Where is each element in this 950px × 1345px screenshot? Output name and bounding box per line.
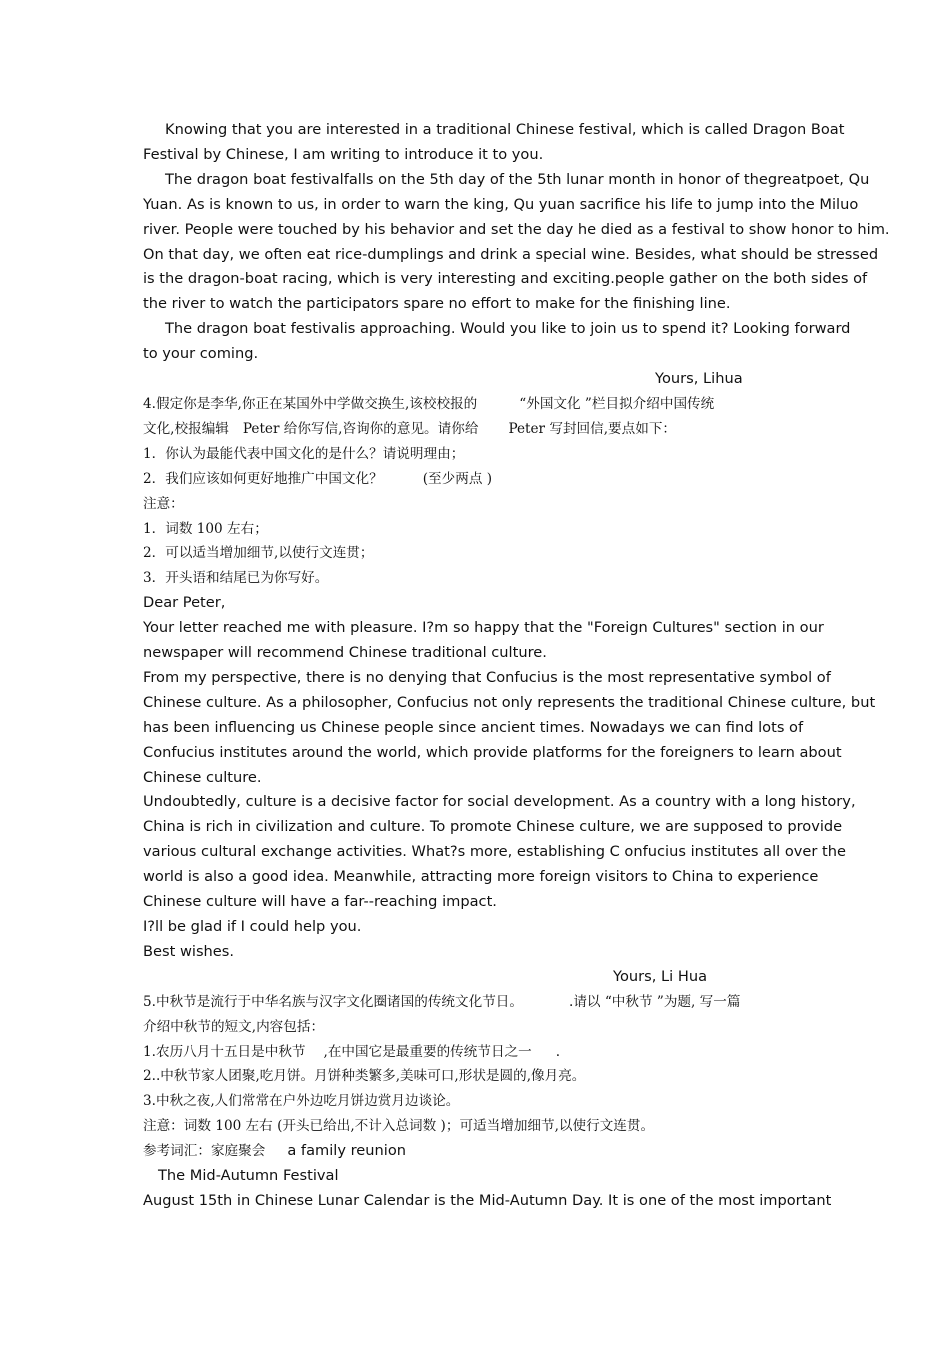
letter-line: has been influencing us Chinese people since ancient times. Nowadays we can find lots of bbox=[143, 718, 804, 736]
task-point: 3.中秋之夜,人们常常在户外边吃月饼边赏月边谈论。 bbox=[143, 1093, 460, 1110]
letter-line: I?ll be glad if I could help you. bbox=[143, 918, 362, 935]
signature: Yours, Li Hua bbox=[613, 967, 708, 985]
prompt-text: 文化,校报编辑 bbox=[143, 420, 229, 437]
essay-dragon-boat bbox=[143, 118, 913, 392]
letter-line: From my perspective, there is no denying that Confucius is the most representative symbol of bbox=[143, 668, 831, 686]
prompt-text: .请以 “中秋节 ”为题, 写一篇 bbox=[569, 993, 741, 1010]
letter-line: various cultural exchange activities. What?s more, establishing C onfucius institutes all over the bbox=[143, 843, 846, 861]
task-5 bbox=[143, 990, 913, 1214]
prompt-text: 4.假定你是李华,你正在某国外中学做交换生,该校校报的 bbox=[143, 395, 478, 412]
paragraph-line: is the dragon-boat racing, which is very interesting and exciting.people gather on the both sides of bbox=[143, 270, 868, 288]
note-item: 注意：词数 100 左右 (开头已给出,不计入总词数 )；可适当增加细节,以使行文连贯。 bbox=[143, 1118, 655, 1135]
note-item: 1．词数 100 左右； bbox=[143, 520, 268, 537]
paragraph-line: Festival by Chinese, I am writing to introduce it to you. bbox=[143, 145, 544, 163]
task-point bbox=[143, 1040, 913, 1065]
prompt-text: Peter 写封回信,要点如下： bbox=[508, 420, 677, 437]
document-page bbox=[143, 118, 913, 1214]
letter-line: Chinese culture. As a philosopher, Confucius not only represents the traditional Chinese culture, but bbox=[143, 693, 876, 711]
paragraph-line: On that day, we often eat rice-dumplings and drink a special wine. Besides, what should be stressed bbox=[143, 245, 879, 263]
task-point bbox=[143, 467, 913, 492]
letter-line: Dear Peter, bbox=[143, 594, 226, 612]
task-prompt-line bbox=[143, 990, 913, 1015]
prompt-text: ,在中国它是最重要的传统节日之一 bbox=[323, 1043, 532, 1060]
note-item: 3．开头语和结尾已为你写好。 bbox=[143, 570, 329, 587]
task-point: 2..中秋节家人团聚,吃月饼。月饼种类繁多,美味可口,形状是圆的,像月亮。 bbox=[143, 1068, 586, 1085]
paragraph-line: to your coming. bbox=[143, 345, 259, 363]
vocab-line bbox=[143, 1139, 913, 1164]
paragraph-line: Knowing that you are interested in a traditional Chinese festival, which is called Dragon Boat bbox=[165, 121, 845, 138]
signature: Yours, Lihua bbox=[655, 370, 743, 388]
prompt-text: 1.农历八月十五日是中秋节 bbox=[143, 1043, 306, 1060]
letter-line: Chinese culture will have a far--reaching impact. bbox=[143, 893, 497, 911]
task-point: 1．你认为最能代表中国文化的是什么？请说明理由； bbox=[143, 445, 465, 462]
letter-line: Chinese culture. bbox=[143, 768, 262, 786]
letter-line: China is rich in civilization and culture. To promote Chinese culture, we are supposed to provide bbox=[143, 818, 843, 836]
prompt-text: Peter 给你写信,咨询你的意见。请你给 bbox=[242, 420, 479, 437]
prompt-text: 2．我们应该如何更好地推广中国文化？ bbox=[143, 470, 383, 487]
prompt-text: . bbox=[555, 1043, 561, 1060]
paragraph-line: The dragon boat festivalfalls on the 5th day of the 5th lunar month in honor of thegreatpoet, Qu bbox=[165, 170, 870, 188]
task-prompt-line bbox=[143, 392, 913, 417]
letter-line: newspaper will recommend Chinese traditional culture. bbox=[143, 644, 547, 662]
letter-line: Undoubtedly, culture is a decisive factor for social development. As a country with a long history, bbox=[143, 793, 856, 811]
task-prompt-line bbox=[143, 417, 913, 442]
paragraph-line: river. People were touched by his behavior and set the day he died as a festival to show honor to him. bbox=[143, 220, 890, 238]
vocab-label: 参考词汇：家庭聚会 bbox=[143, 1143, 266, 1160]
note-item: 2．可以适当增加细节,以使行文连贯； bbox=[143, 545, 374, 562]
prompt-text: “外国文化 ”栏目拟介绍中国传统 bbox=[519, 395, 715, 412]
prompt-text: 5.中秋节是流行于中华名族与汉字文化圈诸国的传统文化节日。 bbox=[143, 993, 523, 1010]
letter-line: Best wishes. bbox=[143, 942, 235, 960]
vocab-value: a family reunion bbox=[287, 1142, 406, 1160]
note-label: 注意： bbox=[143, 495, 184, 512]
paragraph-line: the river to watch the participators spare no effort to make for the finishing line. bbox=[143, 295, 731, 313]
paragraph-line: The dragon boat festivalis approaching. Would you like to join us to spend it? Looking forward bbox=[165, 320, 851, 338]
task-4 bbox=[143, 392, 913, 990]
letter-line: Confucius institutes around the world, which provide platforms for the foreigners to learn about bbox=[143, 743, 842, 761]
letter-line: Your letter reached me with pleasure. I?m so happy that the "Foreign Cultures" section in our bbox=[143, 619, 824, 637]
letter-line: world is also a good idea. Meanwhile, attracting more foreign visitors to China to experience bbox=[143, 868, 819, 886]
prompt-text: (至少两点 ) bbox=[422, 470, 493, 487]
task-prompt-line: 介绍中秋节的短文,内容包括： bbox=[143, 1018, 325, 1035]
essay-title: The Mid-Autumn Festival bbox=[158, 1167, 339, 1185]
paragraph-line: August 15th in Chinese Lunar Calendar is the Mid-Autumn Day. It is one of the most important bbox=[143, 1191, 832, 1209]
paragraph-line: Yuan. As is known to us, in order to warn the king, Qu yuan sacrifice his life to jump into the Miluo bbox=[143, 195, 859, 213]
